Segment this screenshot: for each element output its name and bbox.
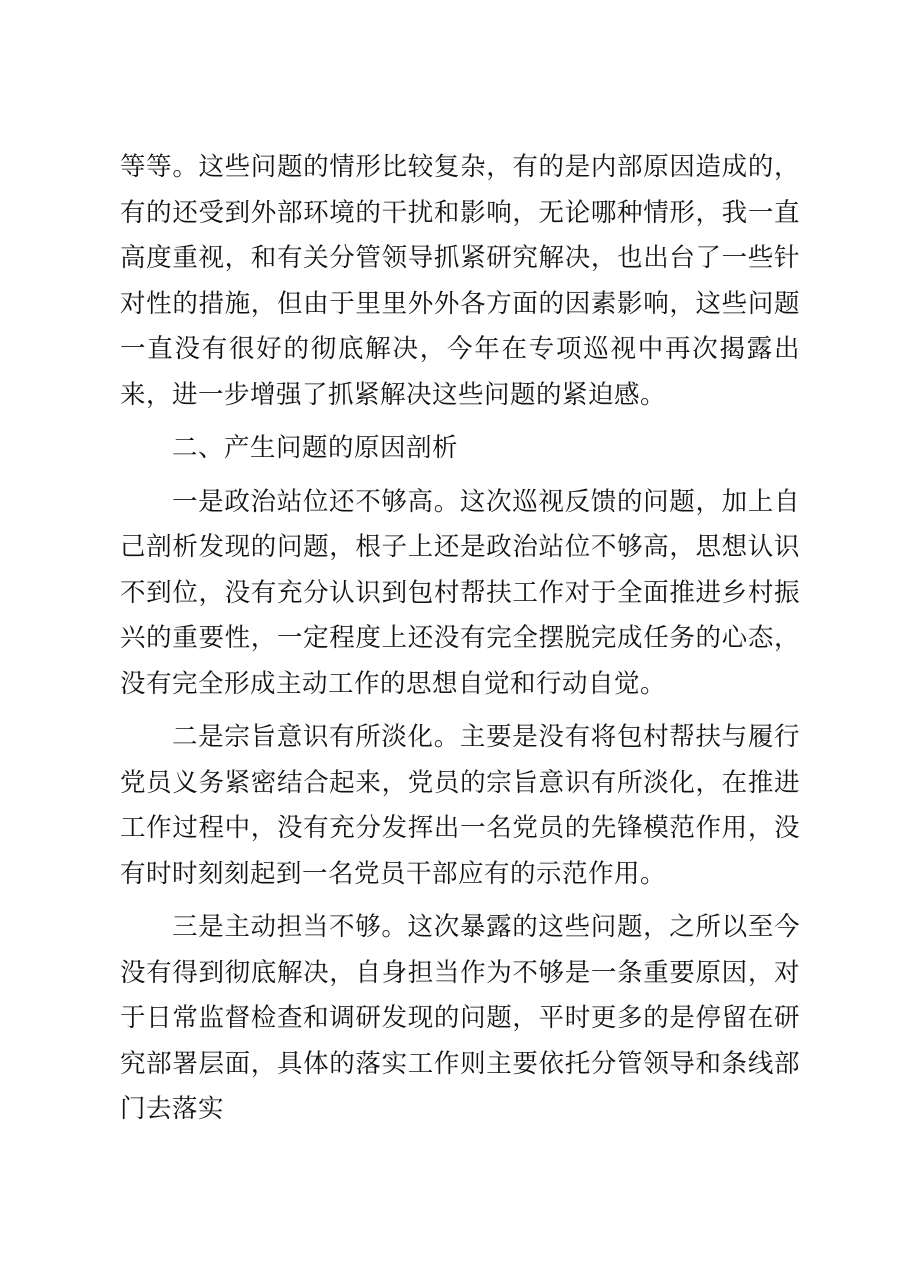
section-heading: 二、产生问题的原因剖析	[172, 433, 459, 463]
paragraph-continuation: 等等。这些问题的情形比较复杂，有的是内部原因造成的，有的还受到外部环境的干扰和影响，无论哪种情形，我一直高度重视，和有关分管领导抓紧研究解决，也出台了一些针对性的措施，但由于里里外外各方面的因素影响，这些问题一直没有很好的彻底解决，今年在专项巡视中再次揭露出来，进一步增强了抓紧解决这些问题的紧迫感。	[120, 152, 800, 410]
paragraph-initiative: 三是主动担当不够。这次暴露的这些问题，之所以至今没有得到彻底解决，自身担当作为不够是一条重要原因，对于日常监督检查和调研发现的问题，平时更多的是停留在研究部署层面，具体的落实工作则主要依托分管领导和条线部门去落实	[120, 912, 800, 1124]
paragraph-political-stance: 一是政治站位还不够高。这次巡视反馈的问题，加上自己剖析发现的问题，根子上还是政治站位不够高，思想认识不到位，没有充分认识到包村帮扶工作对于全面推进乡村振兴的重要性，一定程度上还没有完全摆脱完成任务的心态，没有完全形成主动工作的思想自觉和行动自觉。	[120, 486, 800, 699]
paragraph-purpose-awareness: 二是宗旨意识有所淡化。主要是没有将包村帮扶与履行党员义务紧密结合起来，党员的宗旨意识有所淡化，在推进工作过程中，没有充分发挥出一名党员的先锋模范作用，没有时时刻刻起到一名党员干部应有的示范作用。	[120, 722, 800, 889]
document-body	[120, 145, 800, 1133]
